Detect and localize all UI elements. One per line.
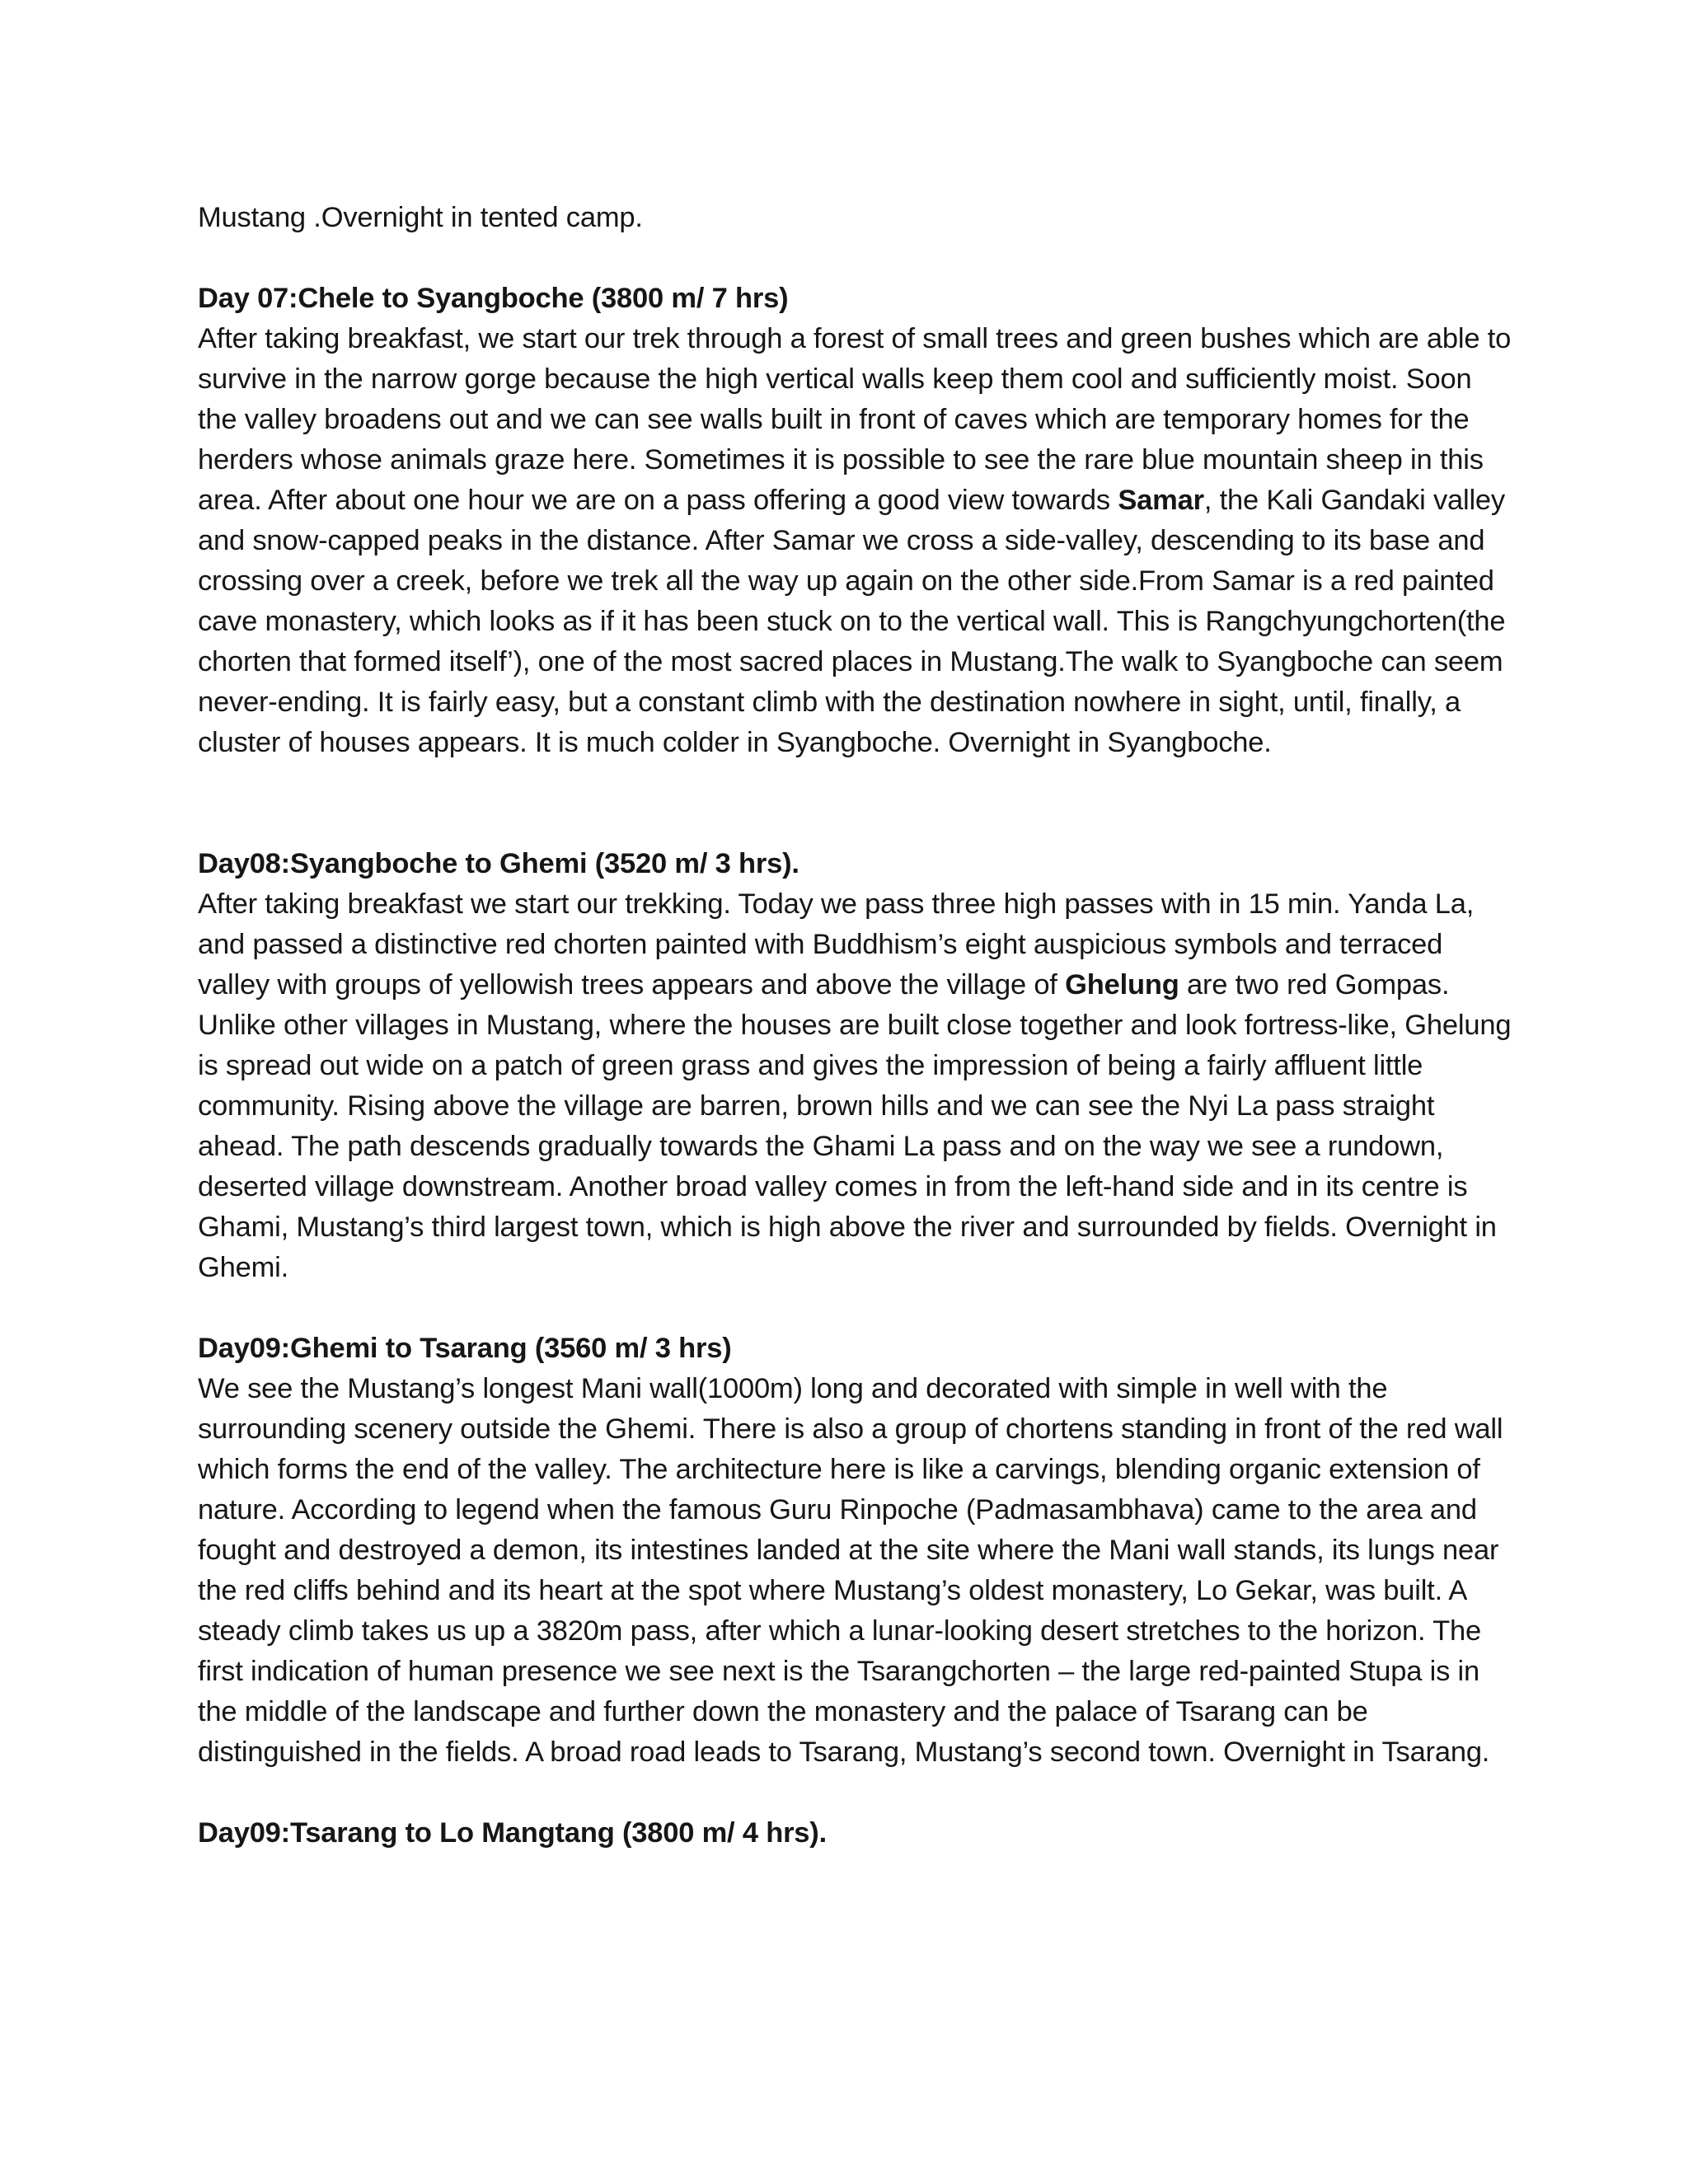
spacer [198,1773,1517,1813]
day08-text-part2: are two red Gompas. Unlike other villages in Mustang, where the houses are built close together and look fortress-like, Ghelung is spread out wide on a patch of green grass and gives the impression of being a fairly affluent little community. Rising above the village are barren, brown hills and we can see the Nyi La pass straight ahead. The path descends gradually towards the Ghami La pass and on the way we see a rundown, deserted village downstream. Another broad valley comes in from the left-hand side and in its centre is Ghami, Mustang’s third largest town, which is high above the river and surrounded by fields. Overnight in Ghemi. [198,969,1512,1283]
day08-bold-place: Ghelung [1065,969,1179,1001]
day07-heading: Day 07:Chele to Syangboche (3800 m/ 7 hrs) [198,283,789,314]
day07-bold-place: Samar [1118,485,1204,516]
spacer [198,1288,1517,1329]
day09b-heading: Day09:Tsarang to Lo Mangtang (3800 m/ 4 hrs). [198,1817,827,1849]
day07-paragraph [198,319,1517,763]
day08-heading: Day08:Syangboche to Ghemi (3520 m/ 3 hrs). [198,848,799,879]
day08-text-part1: After taking breakfast we start our trekking. Today we pass three high passes with in 15 min. Yanda La, and passed a distinctive red chorten painted with Buddhism’s eight auspicious symbols and terraced valley with groups of yellowish trees appears and above the village of [198,888,1475,1001]
day09a-paragraph: We see the Mustang’s longest Mani wall(1000m) long and decorated with simple in well with the surrounding scenery outside the Ghemi. There is also a group of chortens standing in front of the red wall which forms the end of the valley. The architecture here is like a carvings, blending organic extension of nature. According to legend when the famous Guru Rinpoche (Padmasambhava) came to the area and fought and destroyed a demon, its intestines landed at the site where the Mani wall stands, its lungs near the red cliffs behind and its heart at the spot where Mustang’s oldest monastery, Lo Gekar, was built. A steady climb takes us up a 3820m pass, after which a lunar-looking desert stretches to the horizon. The first indication of human presence we see next is the Tsarangchorten – the large red-painted Stupa is in the middle of the landscape and further down the monastery and the palace of Tsarang can be distinguished in the fields. A broad road leads to Tsarang, Mustang’s second town. Overnight in Tsarang. [198,1373,1503,1768]
intro-paragraph: Mustang .Overnight in tented camp. [198,202,643,233]
spacer [198,238,1517,279]
document-page [198,198,1517,1854]
day09a-heading: Day09:Ghemi to Tsarang (3560 m/ 3 hrs) [198,1333,732,1364]
spacer [198,763,1517,844]
day07-text-part2: , the Kali Gandaki valley and snow-capped peaks in the distance. After Samar we cross a side-valley, descending to its base and crossing over a creek, before we trek all the way up again on the other side.From Samar is a red painted cave monastery, which looks as if it has been stuck on to the vertical wall. This is Rangchyungchorten(the chorten that formed itself’), one of the most sacred places in Mustang.The walk to Syangboche can seem never-ending. It is fairly easy, but a constant climb with the destination nowhere in sight, until, finally, a cluster of houses appears. It is much colder in Syangboche. Overnight in Syangboche. [198,485,1506,758]
day07-text-part1: After taking breakfast, we start our trek through a forest of small trees and green bushes which are able to survive in the narrow gorge because the high vertical walls keep them cool and sufficiently moist. Soon the valley broadens out and we can see walls built in front of caves which are temporary homes for the herders whose animals graze here. Sometimes it is possible to see the rare blue mountain sheep in this area. After about one hour we are on a pass offering a good view towards [198,323,1512,516]
day08-paragraph [198,884,1517,1288]
